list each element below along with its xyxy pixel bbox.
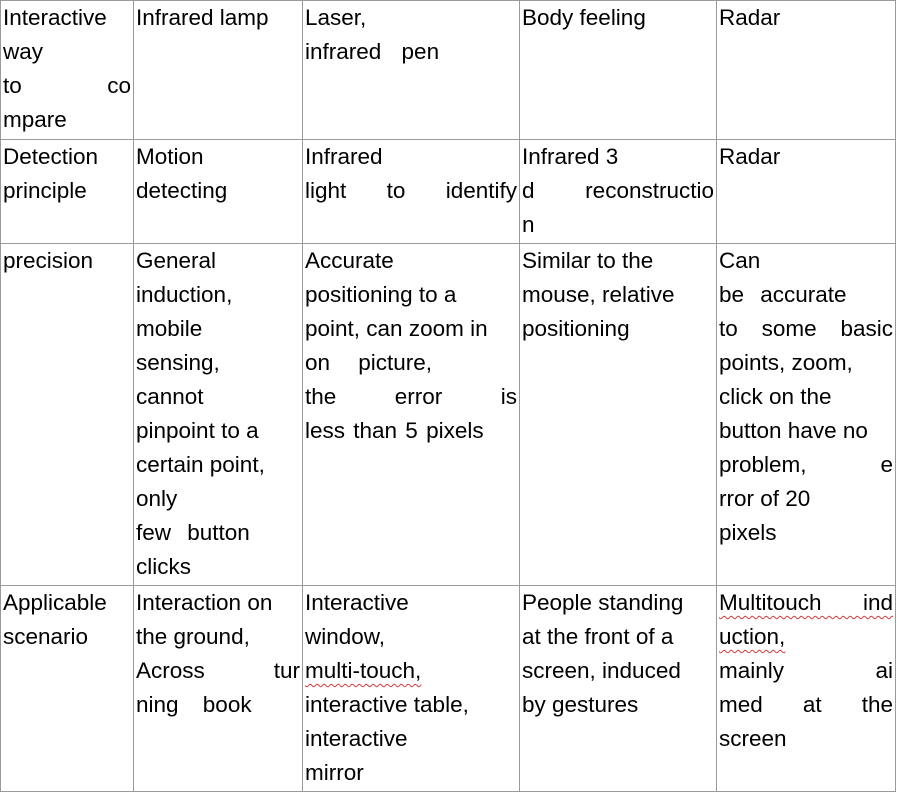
cell-line: Laser, — [305, 5, 367, 30]
cell-line: Interactive — [305, 590, 409, 615]
table-row-applicable-scenario — [1, 586, 896, 792]
cell-infrared-lamp-principle — [134, 140, 303, 244]
cell-line: Can — [719, 248, 761, 273]
cell-line: Accurate — [305, 248, 394, 273]
cell-line: Across tur — [136, 658, 300, 683]
cell-line: Radar — [719, 144, 781, 169]
cell-line: People standing — [522, 590, 684, 615]
cell-line: on picture, — [305, 350, 433, 375]
cell-line: rror of 20 — [719, 486, 811, 511]
cell-line: few button — [136, 520, 250, 545]
cell-line: mainly ai — [719, 658, 893, 683]
header-cell-laser-pen — [303, 1, 520, 140]
cell-line: light to identify — [305, 178, 517, 203]
cell-line: positioning — [522, 316, 630, 341]
cell-line: Infrared — [305, 144, 383, 169]
header-cell-body-feeling — [520, 1, 717, 140]
header-cell-infrared-lamp — [134, 1, 303, 140]
table-row-header — [1, 1, 896, 140]
cell-line: n — [522, 212, 535, 237]
cell-line: certain point, — [136, 452, 265, 477]
cell-line: uction, — [719, 624, 786, 649]
cell-radar-scenario — [717, 586, 896, 792]
cell-infrared-lamp-scenario — [134, 586, 303, 792]
cell-line: Body feeling — [522, 5, 646, 30]
header-cell-interactive-way — [1, 1, 134, 140]
row-label-applicable-scenario — [1, 586, 134, 792]
cell-line: sensing, — [136, 350, 220, 375]
table-row-precision — [1, 244, 896, 586]
cell-line: infrared pen — [305, 39, 440, 64]
cell-infrared-lamp-precision — [134, 244, 303, 586]
cell-line: click on the — [719, 384, 832, 409]
cell-line: pinpoint to a — [136, 418, 259, 443]
cell-laser-pen-precision — [303, 244, 520, 586]
cell-line: scenario — [3, 624, 89, 649]
cell-laser-pen-principle — [303, 140, 520, 244]
cell-line: mirror — [305, 760, 364, 785]
cell-line: General — [136, 248, 217, 273]
cell-line: Detection — [3, 144, 99, 169]
cell-line: Interactive — [3, 5, 107, 30]
cell-line: Motion — [136, 144, 204, 169]
cell-laser-pen-scenario — [303, 586, 520, 792]
cell-line: to co — [3, 73, 131, 98]
cell-line: the error is — [305, 384, 517, 409]
cell-line: cannot — [136, 384, 204, 409]
cell-line: screen, induced — [522, 658, 681, 683]
table-row-detection-principle — [1, 140, 896, 244]
cell-line: mouse, relative — [522, 282, 675, 307]
cell-line: multi-touch, — [305, 658, 422, 683]
cell-line: mpare — [3, 107, 67, 132]
cell-line: the ground, — [136, 624, 250, 649]
cell-line: at the front of a — [522, 624, 674, 649]
cell-line: Infrared lamp — [136, 5, 269, 30]
cell-line: points, zoom, — [719, 350, 853, 375]
cell-line: be accurate — [719, 282, 847, 307]
cell-line: d reconstructio — [522, 178, 714, 203]
cell-body-feeling-principle — [520, 140, 717, 244]
cell-line: detecting — [136, 178, 228, 203]
cell-line: Infrared 3 — [522, 144, 619, 169]
cell-line: less than 5 pixels — [305, 418, 484, 443]
header-cell-radar — [717, 1, 896, 140]
cell-line: window, — [305, 624, 386, 649]
cell-line: Multitouch ind — [719, 590, 893, 615]
cell-line: button have no — [719, 418, 868, 443]
cell-line: induction, — [136, 282, 233, 307]
cell-radar-principle — [717, 140, 896, 244]
cell-line: mobile — [136, 316, 203, 341]
cell-line: principle — [3, 178, 87, 203]
cell-line: point, can zoom in — [305, 316, 488, 341]
cell-line: Interaction on — [136, 590, 273, 615]
cell-line: positioning to a — [305, 282, 457, 307]
row-label-precision — [1, 244, 134, 586]
cell-line: by gestures — [522, 692, 639, 717]
cell-line: Applicable — [3, 590, 107, 615]
cell-line: Radar — [719, 5, 781, 30]
cell-line: ning book — [136, 692, 252, 717]
cell-line: Similar to the — [522, 248, 654, 273]
cell-body-feeling-scenario — [520, 586, 717, 792]
cell-line: only — [136, 486, 178, 511]
cell-line: pixels — [719, 520, 777, 545]
cell-radar-precision — [717, 244, 896, 586]
cell-line: problem, e — [719, 452, 893, 477]
cell-line: interactive table, — [305, 692, 469, 717]
row-label-detection-principle — [1, 140, 134, 244]
cell-line: clicks — [136, 554, 191, 579]
cell-line: precision — [3, 248, 94, 273]
cell-line: to some basic — [719, 316, 893, 341]
cell-line: interactive — [305, 726, 408, 751]
cell-line: screen — [719, 726, 787, 751]
cell-line: med at the — [719, 692, 893, 717]
cell-body-feeling-precision — [520, 244, 717, 586]
cell-line: way — [3, 39, 44, 64]
